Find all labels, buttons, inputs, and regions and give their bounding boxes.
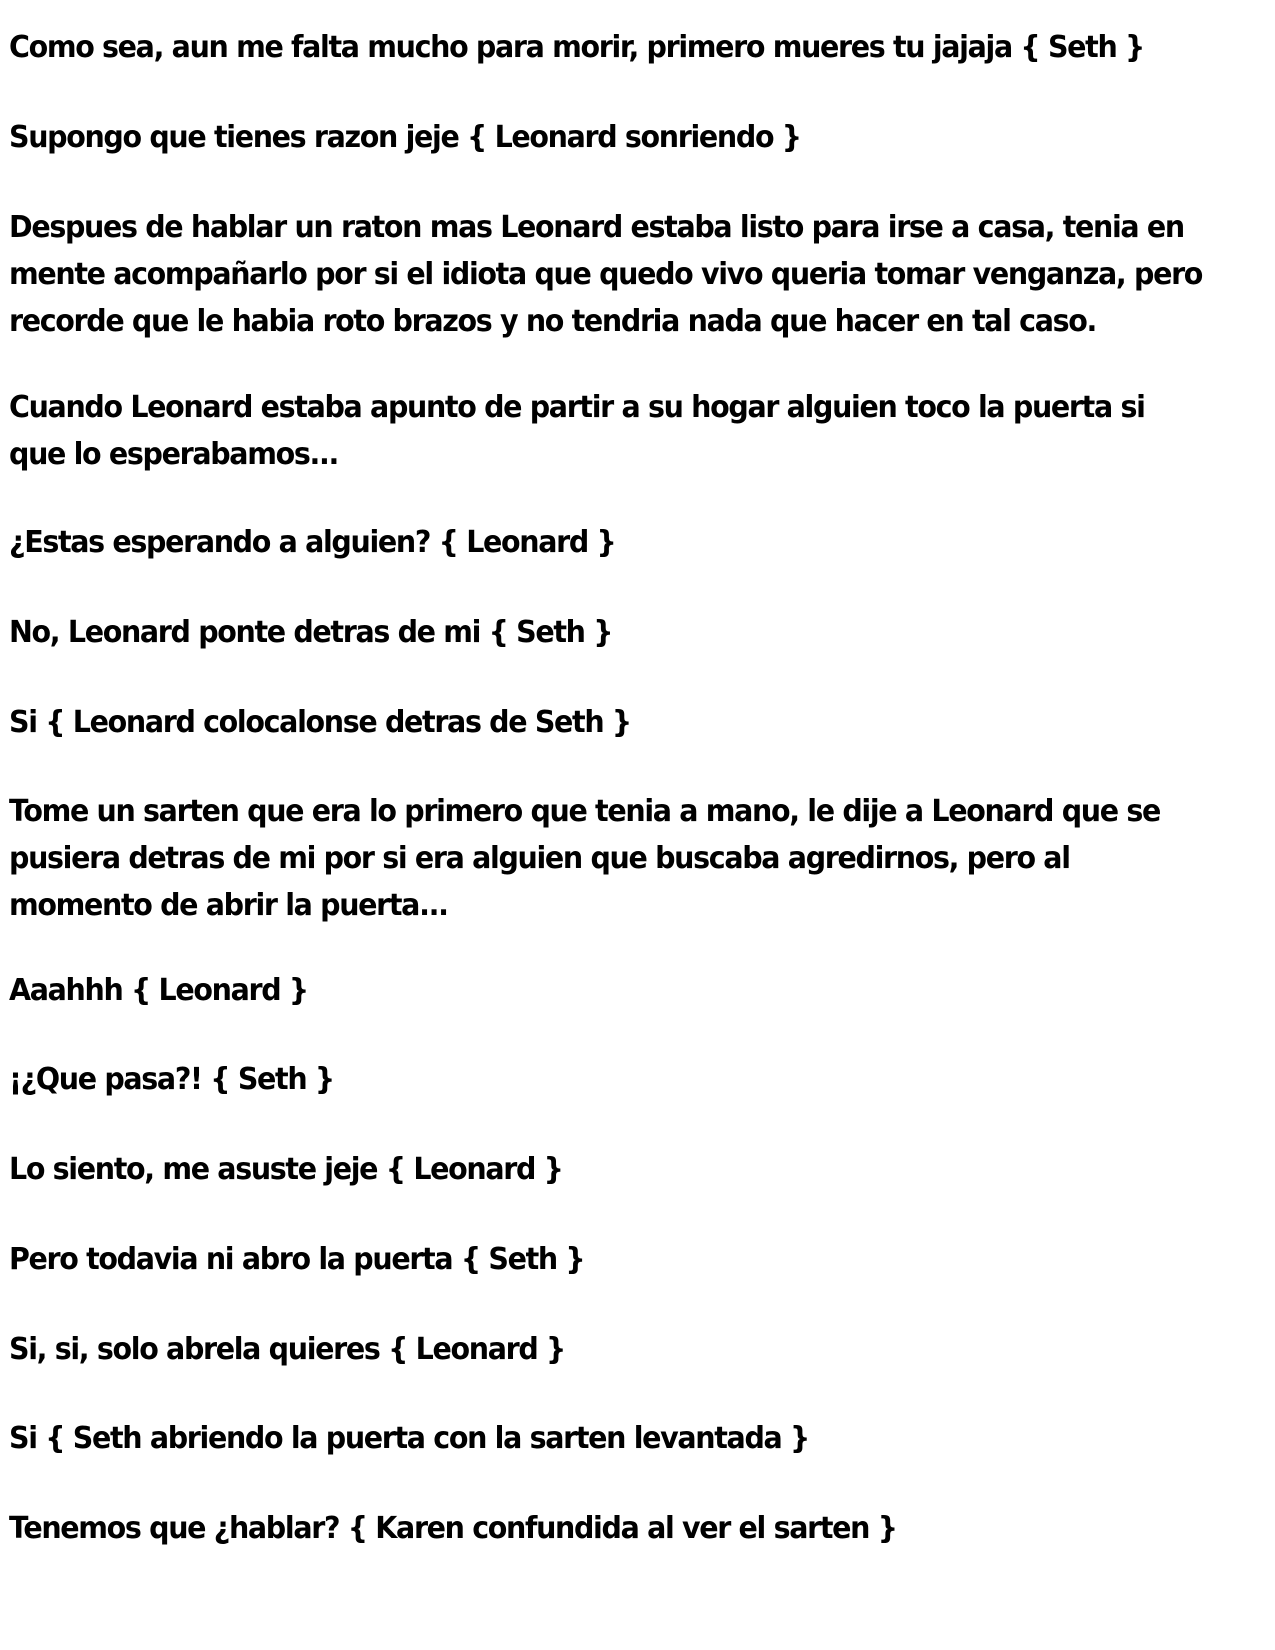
paragraph-1: Como sea, aun me falta mucho para morir, primero mueres tu jajaja { Seth } (9, 30, 1144, 65)
paragraph-12: Pero todavia ni abro la puerta { Seth } (9, 1242, 585, 1277)
paragraph-6: No, Leonard ponte detras de mi { Seth } (9, 615, 613, 650)
paragraph-13: Si, si, solo abrela quieres { Leonard } (9, 1332, 565, 1367)
paragraph-11: Lo siento, me asuste jeje { Leonard } (9, 1152, 563, 1187)
paragraph-9: Aaahhh { Leonard } (9, 973, 308, 1008)
paragraph-15: Tenemos que ¿hablar? { Karen confundida al ver el sarten } (9, 1511, 897, 1546)
paragraph-3: Despues de hablar un raton mas Leonard estaba listo para irse a casa, tenia en mente acompañarlo por si el idiota que quedo vivo queria tomar venganza, pero recorde que le habia roto brazos y no tendria nada que hacer en tal caso. (9, 210, 1203, 339)
paragraph-2: Supongo que tienes razon jeje { Leonard sonriendo } (9, 120, 801, 155)
paragraph-7: Si { Leonard colocalonse detras de Seth } (9, 705, 631, 740)
paragraph-5: ¿Estas esperando a alguien? { Leonard } (9, 525, 616, 560)
paragraph-8: Tome un sarten que era lo primero que tenia a mano, le dije a Leonard que se pusiera detras de mi por si era alguien que buscaba agredirnos, pero al momento de abrir la puerta... (9, 794, 1160, 923)
paragraph-10: ¡¿Que pasa?! { Seth } (9, 1062, 334, 1097)
paragraph-4: Cuando Leonard estaba apunto de partir a su hogar alguien toco la puerta si que lo esperabamos... (9, 390, 1145, 472)
paragraph-14: Si { Seth abriendo la puerta con la sarten levantada } (9, 1421, 809, 1456)
